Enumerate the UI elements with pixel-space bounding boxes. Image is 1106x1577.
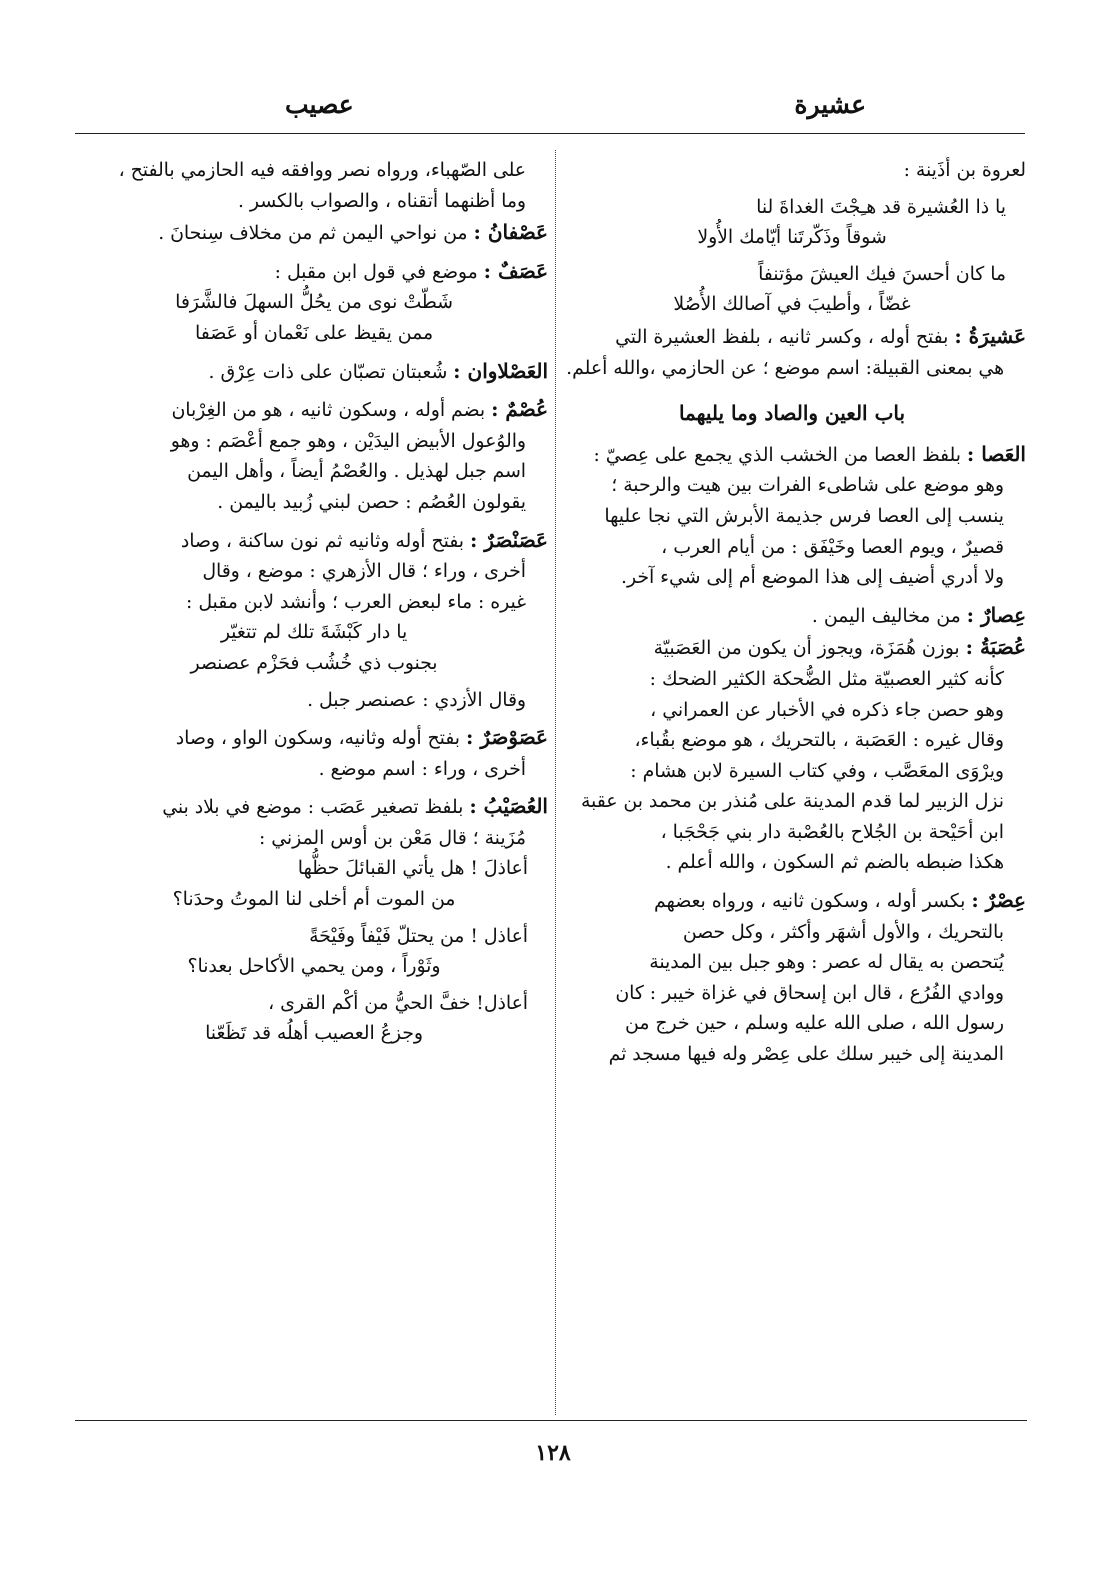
footer-rule (75, 1420, 1027, 1421)
verse-line: شَطّتْ نوى من يحُلُّ السهلَ فالشَّرَفا (175, 292, 453, 314)
entry-text: كأنه كثير العصبيّة مثل الضُّحكة الكثير الضحك : (649, 668, 1004, 690)
entry-text: ووادي الفُرُع ، قال ابن إسحاق في غزاة خيبر : كان (615, 982, 1004, 1004)
entry-text: وقال غيره : العَصَبة ، بالتحريك ، هو موضع بقُباء، (634, 730, 1004, 752)
entry-text: هكذا ضبطه بالضم ثم السكون ، والله أعلم . (665, 852, 1004, 874)
entry-headword: العُصَيْبُ : (469, 794, 548, 819)
entry-headword: عَشيرَةُ : (954, 323, 1026, 348)
entry-text: بفتح أوله وثانيه، وسكون الواو ، وصاد (175, 728, 461, 750)
entry-headword: العَصا : (966, 441, 1026, 466)
entry-headword: عِصْرٌ : (971, 888, 1026, 913)
entry-text: بكسر أوله ، وسكون ثانيه ، ورواه بعضهم (654, 891, 966, 913)
entry-text: وما أظنهما أتقناه ، والصواب بالكسر . (237, 190, 526, 212)
verse-line: وجزعُ العصيب أهلُه قد تَظَعّنا (205, 1023, 423, 1045)
verse-line: ما كان أحسنَ فيك العيشَ مؤتنفاً (758, 263, 1006, 285)
entry-asa (558, 439, 1026, 472)
entry-text: اسم جبل لهذيل . والعُصْمُ أيضاً ، وأهل اليمن (187, 461, 526, 483)
verse-line: أعاذلَ ! هل يأتي القبائلَ حظُّها (297, 858, 528, 880)
entry-asansar (80, 525, 548, 558)
verse-line: يا ذا العُشيرة قد هـِجْتَ الغداةَ لنا (756, 196, 1006, 218)
entry-headword: عَصَوْصَرٌ : (466, 725, 548, 750)
entry-text: رسول الله ، صلى الله عليه وسلم ، حين خرج من (625, 1013, 1004, 1035)
verse-line: وثَوْراً ، ومن يحمي الأكاحل بعدنا؟ (187, 956, 441, 978)
right-column (558, 156, 1026, 1071)
entry-text: ويرْوَى المعَصَّب ، وفي كتاب السيرة لابن هشام : (630, 760, 1004, 782)
left-column (80, 156, 548, 1050)
running-head-left: عصيب (285, 90, 354, 119)
entry-isr (558, 885, 1026, 918)
entry-text: على الصّهباء، ورواه نصر ووافقه فيه الحازمي بالفتح ، (118, 160, 526, 181)
entry-text: بضم أوله ، وسكون ثانيه ، هو من الغِرْبان (171, 400, 486, 422)
entry-text: بفتح أوله ، وكسر ثانيه ، بلفظ العشيرة التي (615, 326, 949, 348)
running-head-right: عشيرة (794, 90, 866, 119)
page-number: ١٢٨ (535, 1440, 571, 1466)
verse-line: من الموت أم أخلى لنا الموتُ وحدَنا؟ (172, 889, 456, 911)
entry-text: قصيرٌ ، ويوم العصا وخَيْفَق : من أيام العرب ، (661, 536, 1004, 558)
verse-line: بجنوب ذي خُشُب فحَزْم عصنصر (190, 652, 438, 674)
entry-text: موضع في قول ابن مقبل : (274, 261, 478, 283)
entry-text: يُتحصن به يقال له عصر : وهو جبل بين المدينة (649, 952, 1004, 974)
entry-text: ابن أُحَيْحة بن الجُلاح بالعُصْبة دار بني جَحْجَبا ، (660, 821, 1004, 843)
entry-text: شُعبتان تصبّان على ذات عِرْق . (208, 361, 448, 383)
verse-line: أعاذل ! من يحتلّ فَيْفاً وفَيْحَةً (309, 925, 528, 947)
entry-text: وهو موضع على شاطىء الفرات بين هيت والرحبة ؛ (611, 475, 1004, 497)
verse-line: ممن يقيظ على نَعْمان أو عَصَفا (194, 322, 434, 344)
entry-usm (80, 394, 548, 427)
verse-line: غضّاً ، وأطيبَ في آصالك الأُصُلا (673, 294, 911, 316)
entry-text: المدينة إلى خيبر سلك على عِصْر وله فيها مسجد ثم (608, 1044, 1004, 1066)
entry-text: بلفظ تصغير عَصَب : موضع في بلاد بني (162, 797, 464, 819)
entry-headword: عِصارٌ : (966, 602, 1026, 627)
entry-headword: عُصْمٌ : (491, 397, 548, 422)
entry-text: ينسب إلى العصا فرس جذيمة الأبرش التي نجا عليها (604, 505, 1004, 527)
entry-text: ولا أدري أضيف إلى هذا الموضع أم إلى شيء آخر. (621, 567, 1004, 589)
column-divider (555, 150, 556, 1415)
header-rule (75, 133, 1025, 134)
entry-text: والوُعول الأبيض اليدَيْن ، وهو جمع أعْصَم : وهو (170, 430, 526, 452)
entry-headword: عَصَفٌ : (483, 258, 548, 283)
entry-usfan (80, 217, 548, 250)
entry-ushayra (558, 321, 1026, 354)
entry-text: يقولون العُصُم : حصن لبني زُبيد باليمن . (217, 491, 526, 513)
entry-text: من مخاليف اليمن . (811, 605, 961, 627)
entry-text: غيره : ماء لبعض العرب ؛ وأنشد لابن مقبل : (186, 591, 526, 613)
entry-text: وقال الأزدي : عصنصر جبل . (307, 689, 526, 711)
entry-text: أخرى ، وراء : اسم موضع . (318, 758, 526, 780)
verse-line: يا دار كَبْشَةَ تلك لم تتغيّر (220, 622, 408, 644)
entry-text: مُزَينة ؛ قال مَعْن بن أوس المزني : (258, 827, 526, 849)
entry-headword: العَصْلاوان : (453, 358, 548, 383)
entry-asaf (80, 256, 548, 289)
section-title: باب العين والصاد وما يليهما (678, 401, 906, 426)
entry-headword: عَصَنْصَرٌ : (469, 527, 548, 552)
entry-text: نزل الزبير لما قدم المدينة على مُنذر بن محمد بن عقبة (580, 791, 1004, 813)
intro-line: لعروة بن أُذَينة : (903, 160, 1026, 181)
entry-text: بلفظ العصا من الخشب الذي يجمع على عِصيّ : (593, 444, 961, 466)
entry-text: وهو حصن جاء ذكره في الأخبار عن العمراني ، (650, 699, 1004, 721)
entry-text: بوزن هُمَزَة، ويجوز أن يكون من العَصَبيّة (653, 638, 960, 660)
verse-line: شوقاً وذَكّرتَنا أيّامك الأُولا (697, 227, 887, 249)
entry-aslawan (80, 356, 548, 389)
entry-usba (558, 632, 1026, 665)
entry-text: من نواحي اليمن ثم من مخلاف سِنحانَ . (158, 223, 468, 245)
entry-headword: عُصَبَةُ : (965, 635, 1026, 660)
entry-text: بالتحريك ، والأول أشهَر وأكثر ، وكل حصن (682, 921, 1004, 943)
entry-text: أخرى ، وراء ؛ قال الأزهري : موضع ، وقال (202, 561, 526, 583)
verse-line: أعاذل! خفَّ الحيُّ من أكْم القرى ، (268, 992, 528, 1014)
entry-usayyib (80, 791, 548, 824)
entry-text: بفتح أوله وثانيه ثم نون ساكنة ، وصاد (180, 530, 464, 552)
entry-text: هي بمعنى القبيلة: اسم موضع ؛ عن الحازمي ،والله أعلم. (566, 357, 1004, 379)
entry-headword: عَصْفانُ : (473, 220, 548, 245)
entry-isar (558, 600, 1026, 633)
entry-asawsar (80, 722, 548, 755)
